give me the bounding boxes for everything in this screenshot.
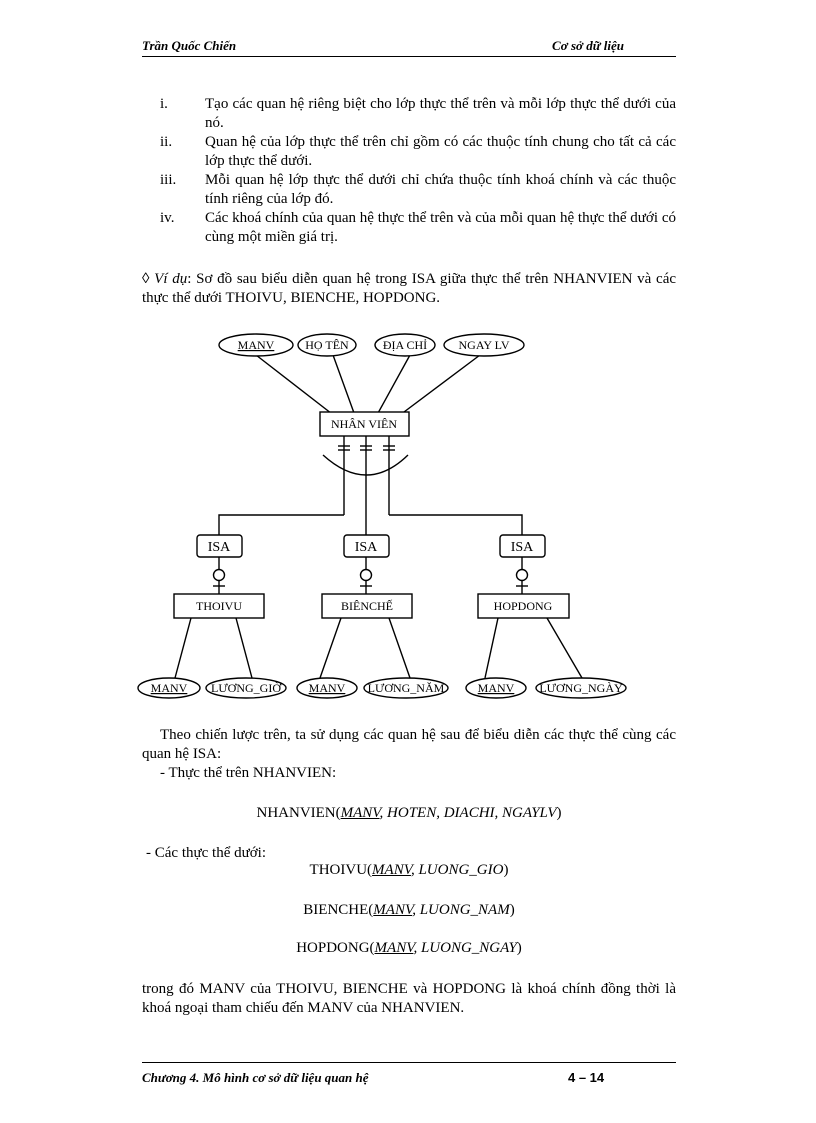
sub-key-label-2: MANV [308,681,346,695]
lower-entity-bullet: - Các thực thể dưới: [146,845,266,861]
relation-name: BIENCHE( [303,902,374,918]
page-footer [142,1062,676,1085]
header-author: Trần Quốc Chiến [142,38,237,53]
example-paragraph [142,270,676,308]
footer-page-number: 4 – 14 [568,1070,605,1085]
entity-bienche-label: BIÊNCHẾ [341,599,393,613]
entity-hopdong-label: HOPDONG [493,599,553,613]
entity-thoivu-label: THOIVU [196,599,242,613]
list-item [142,171,676,209]
relation-key: MANV [373,902,413,918]
isa-label-2: ISA [354,540,378,555]
example-marker: ◊ [142,271,150,287]
attr-hoten-label: HỌ TÊN [305,338,349,352]
conclusion-paragraph: trong đó MANV của THOIVU, BIENCHE và HOPDONG là khoá chính đồng thời là khoá ngoại tham chiếu đến MANV của NHANVIEN. [142,981,676,1016]
example-label: Ví dụ [154,271,188,287]
relation-name: NHANVIEN( [256,805,341,821]
relation-key: MANV [340,805,380,821]
bienche-relation [142,901,676,920]
strategy-paragraph: Theo chiến lược trên, ta sử dụng các quan hệ sau để biểu diễn các thực thể cùng các quan hệ ISA: [142,727,676,762]
list-number: iv. [160,210,175,226]
thoivu-relation [142,861,676,880]
relation-attrs: , HOTEN, DIACHI, NGAYLV [379,805,557,821]
hopdong-relation [142,939,676,958]
relation-name: THOIVU( [309,862,373,878]
list-number: i. [160,96,168,112]
page-header [142,36,676,57]
relation-attrs: , LUONG_GIO [410,862,504,878]
sub-key-label-3: MANV [477,681,515,695]
list-number: iii. [160,172,177,188]
isa-label-1: ISA [207,540,231,555]
list-item [142,209,676,247]
nhanvien-relation [142,804,676,823]
list-item [142,133,676,171]
sub-attr-label-2: LƯƠNG_NĂM [367,681,445,695]
attr-manv-label: MANV [237,338,275,352]
attr-ngaylv-label: NGAY LV [458,338,510,352]
relation-name: HOPDONG( [296,940,375,956]
relation-close: ) [516,940,522,956]
list-text: Mỗi quan hệ lớp thực thể dưới chỉ chứa thuộc tính khoá chính và các thuộc tính riêng của lớp đó. [205,172,676,207]
attr-diachi-label: ĐỊA CHỈ [382,338,428,352]
upper-entity-bullet: - Thực thể trên NHANVIEN: [160,765,337,781]
relation-close: ) [503,862,509,878]
sub-attr-label-1: LƯƠNG_GIỜ [211,681,281,695]
relation-attrs: , LUONG_NAM [412,902,510,918]
list-item [142,95,676,133]
sub-key-label-1: MANV [150,681,188,695]
list-text: Tạo các quan hệ riêng biệt cho lớp thực thể trên và mỗi lớp thực thể dưới của nó. [205,96,676,131]
list-text: Quan hệ của lớp thực thể trên chỉ gồm có các thuộc tính chung cho tất cả các lớp thực thể dưới. [205,134,676,169]
relation-key: MANV [372,862,411,878]
entity-nhanvien-label: NHÂN VIÊN [330,417,398,431]
relation-attrs: , LUONG_NGAY [413,940,517,956]
footer-chapter: Chương 4. Mô hình cơ sở dữ liệu quan hệ [142,1070,369,1085]
isa-label-3: ISA [510,540,534,555]
example-text: : Sơ đồ sau biểu diễn quan hệ trong ISA giữa thực thể trên NHANVIEN và các thực thể dưới THOIVU, BIENCHE, HOPDONG. [142,271,677,306]
relation-close: ) [509,902,515,918]
relation-close: ) [556,805,562,821]
list-number: ii. [160,134,173,150]
list-text: Các khoá chính của quan hệ thực thể trên và của mỗi quan hệ thực thể dưới có cùng một miền giá trị. [205,210,676,245]
relation-key: MANV [374,940,414,956]
isa-diagram [0,320,816,720]
sub-attr-label-3: LƯƠNG_NGÀY [539,681,623,695]
header-subject: Cơ sở dữ liệu [552,38,624,53]
